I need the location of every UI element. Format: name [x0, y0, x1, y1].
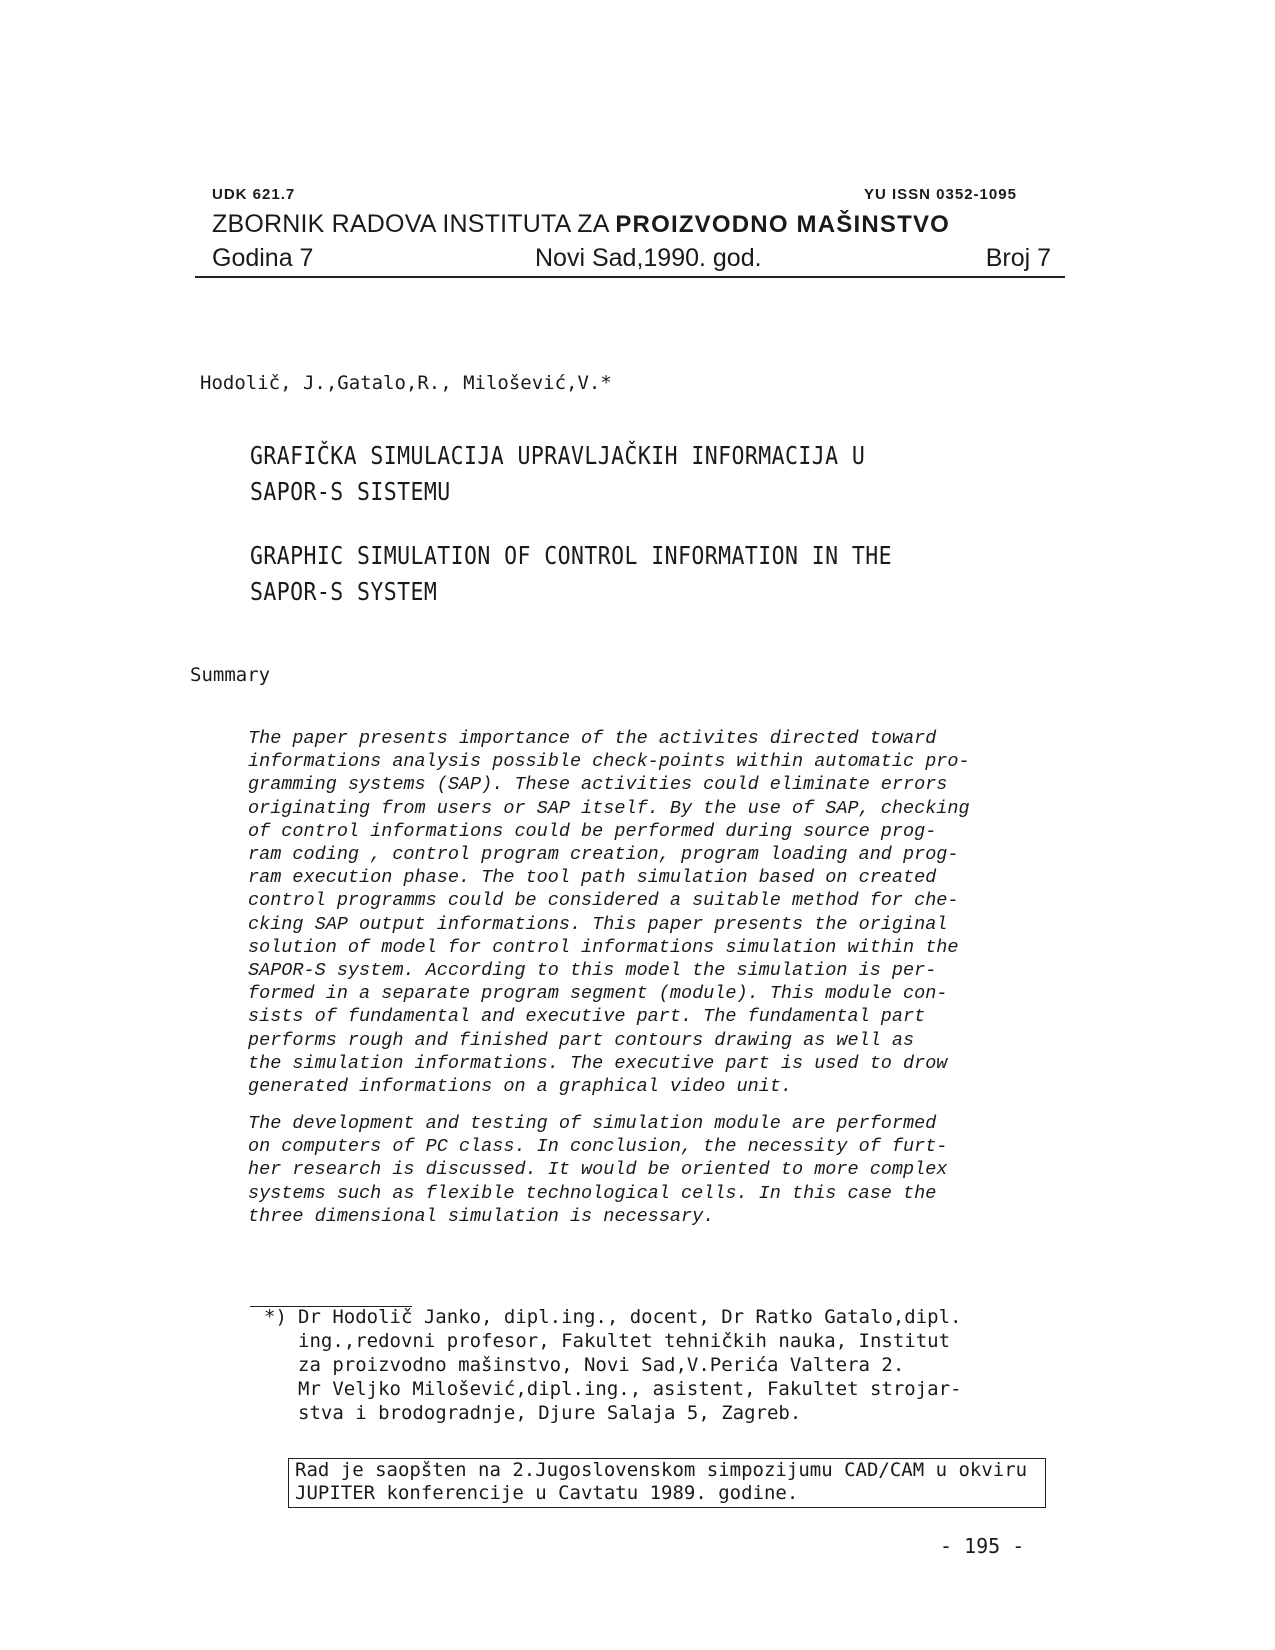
abstract-line: gramming systems (SAP). These activities could eliminate errors	[248, 774, 948, 796]
footnote-line: ing.,redovni profesor, Fakultet tehničkih nauka, Institut	[298, 1330, 951, 1352]
abstract-line: The paper presents importance of the activites directed toward	[248, 728, 937, 749]
footnote-affiliation-1	[298, 1305, 961, 1377]
page-number: - 195 -	[940, 1534, 1025, 1558]
journal-title-plain: ZBORNIK RADOVA INSTITUTA ZA	[212, 210, 616, 238]
journal-title	[212, 210, 1052, 239]
notice-line: Rad je saopšten na 2.Jugoslovenskom simpozijumu CAD/CAM u okviru	[295, 1459, 1028, 1481]
journal-title-bold: PROIZVODNO MAŠINSTVO	[615, 211, 951, 238]
abstract-line: generated informations on a graphical video unit.	[248, 1076, 792, 1098]
title-english-line: SAPOR-S SYSTEM	[250, 577, 438, 606]
udk-code: UDK 621.7	[212, 186, 296, 203]
issn-code: YU ISSN 0352-1095	[864, 186, 1017, 203]
abstract-line: ram execution phase. The tool path simulation based on created	[248, 867, 937, 889]
footnote-mark: *)	[264, 1306, 287, 1328]
abstract-line: SAPOR-S system. According to this model the simulation is per-	[248, 960, 937, 982]
title-serbian-line: SAPOR-S SISTEMU	[250, 477, 451, 506]
abstract-line: informations analysis possible check-points within automatic pro-	[248, 751, 970, 773]
abstract-line: ram coding , control program creation, program loading and prog-	[248, 844, 959, 866]
abstract-line: the simulation informations. The executive part is used to drow	[248, 1052, 948, 1074]
abstract-line: performs rough and finished part contours drawing as well as	[248, 1029, 915, 1051]
abstract-line: The development and testing of simulation module are performed	[248, 1113, 937, 1134]
title-serbian	[250, 438, 865, 510]
title-english-line: GRAPHIC SIMULATION OF CONTROL INFORMATION IN THE	[250, 541, 892, 570]
abstract-line: formed in a separate program segment (module). This module con-	[248, 983, 948, 1005]
abstract-line: her research is discussed. It would be oriented to more complex	[248, 1159, 948, 1181]
abstract-line: cking SAP output informations. This paper presents the original	[248, 913, 948, 935]
summary-heading: Summary	[190, 664, 271, 686]
abstract-line: three dimensional simulation is necessary.	[248, 1205, 715, 1227]
abstract-line: of control informations could be performed during source prog-	[248, 820, 937, 842]
notice-line: JUPITER konferencije u Cavtatu 1989. godine.	[295, 1482, 799, 1504]
abstract-line: solution of model for control informations simulation within the	[248, 936, 959, 958]
abstract-line: systems such as flexible technological cells. In this case the	[248, 1182, 937, 1204]
conference-notice-box	[288, 1458, 1046, 1508]
footnote-affiliation-2	[298, 1377, 961, 1425]
abstract-line: on computers of PC class. In conclusion, the necessity of furt-	[248, 1136, 948, 1158]
footnote-line: Mr Veljko Milošević,dipl.ing., asistent, Fakultet strojar-	[298, 1378, 962, 1400]
issue-info-row	[195, 244, 1065, 278]
footnote-line: Dr Hodolič Janko, dipl.ing., docent, Dr Ratko Gatalo,dipl.	[298, 1306, 962, 1328]
footnote-line: stva i brodogradnje, Djure Salaja 5, Zagreb.	[298, 1402, 802, 1424]
abstract-line: originating from users or SAP itself. By the use of SAP, checking	[248, 797, 970, 819]
issue-place-date: Novi Sad,1990. god.	[535, 244, 762, 272]
abstract-paragraph-2	[248, 1112, 988, 1228]
abstract-line: control programms could be considered a suitable method for che-	[248, 890, 959, 912]
issue-number: Broj 7	[985, 244, 1051, 272]
footnote-line: za proizvodno mašinstvo, Novi Sad,V.Perića Valtera 2.	[298, 1354, 905, 1376]
title-english	[250, 538, 892, 610]
title-serbian-line: GRAFIČKA SIMULACIJA UPRAVLJAČKIH INFORMACIJA U	[250, 441, 866, 470]
issue-year: Godina 7	[212, 244, 314, 272]
authors: Hodolič, J.,Gatalo,R., Milošević,V.*	[200, 372, 612, 394]
abstract-line: sists of fundamental and executive part. The fundamental part	[248, 1006, 926, 1028]
abstract-paragraph-1	[248, 727, 988, 1098]
